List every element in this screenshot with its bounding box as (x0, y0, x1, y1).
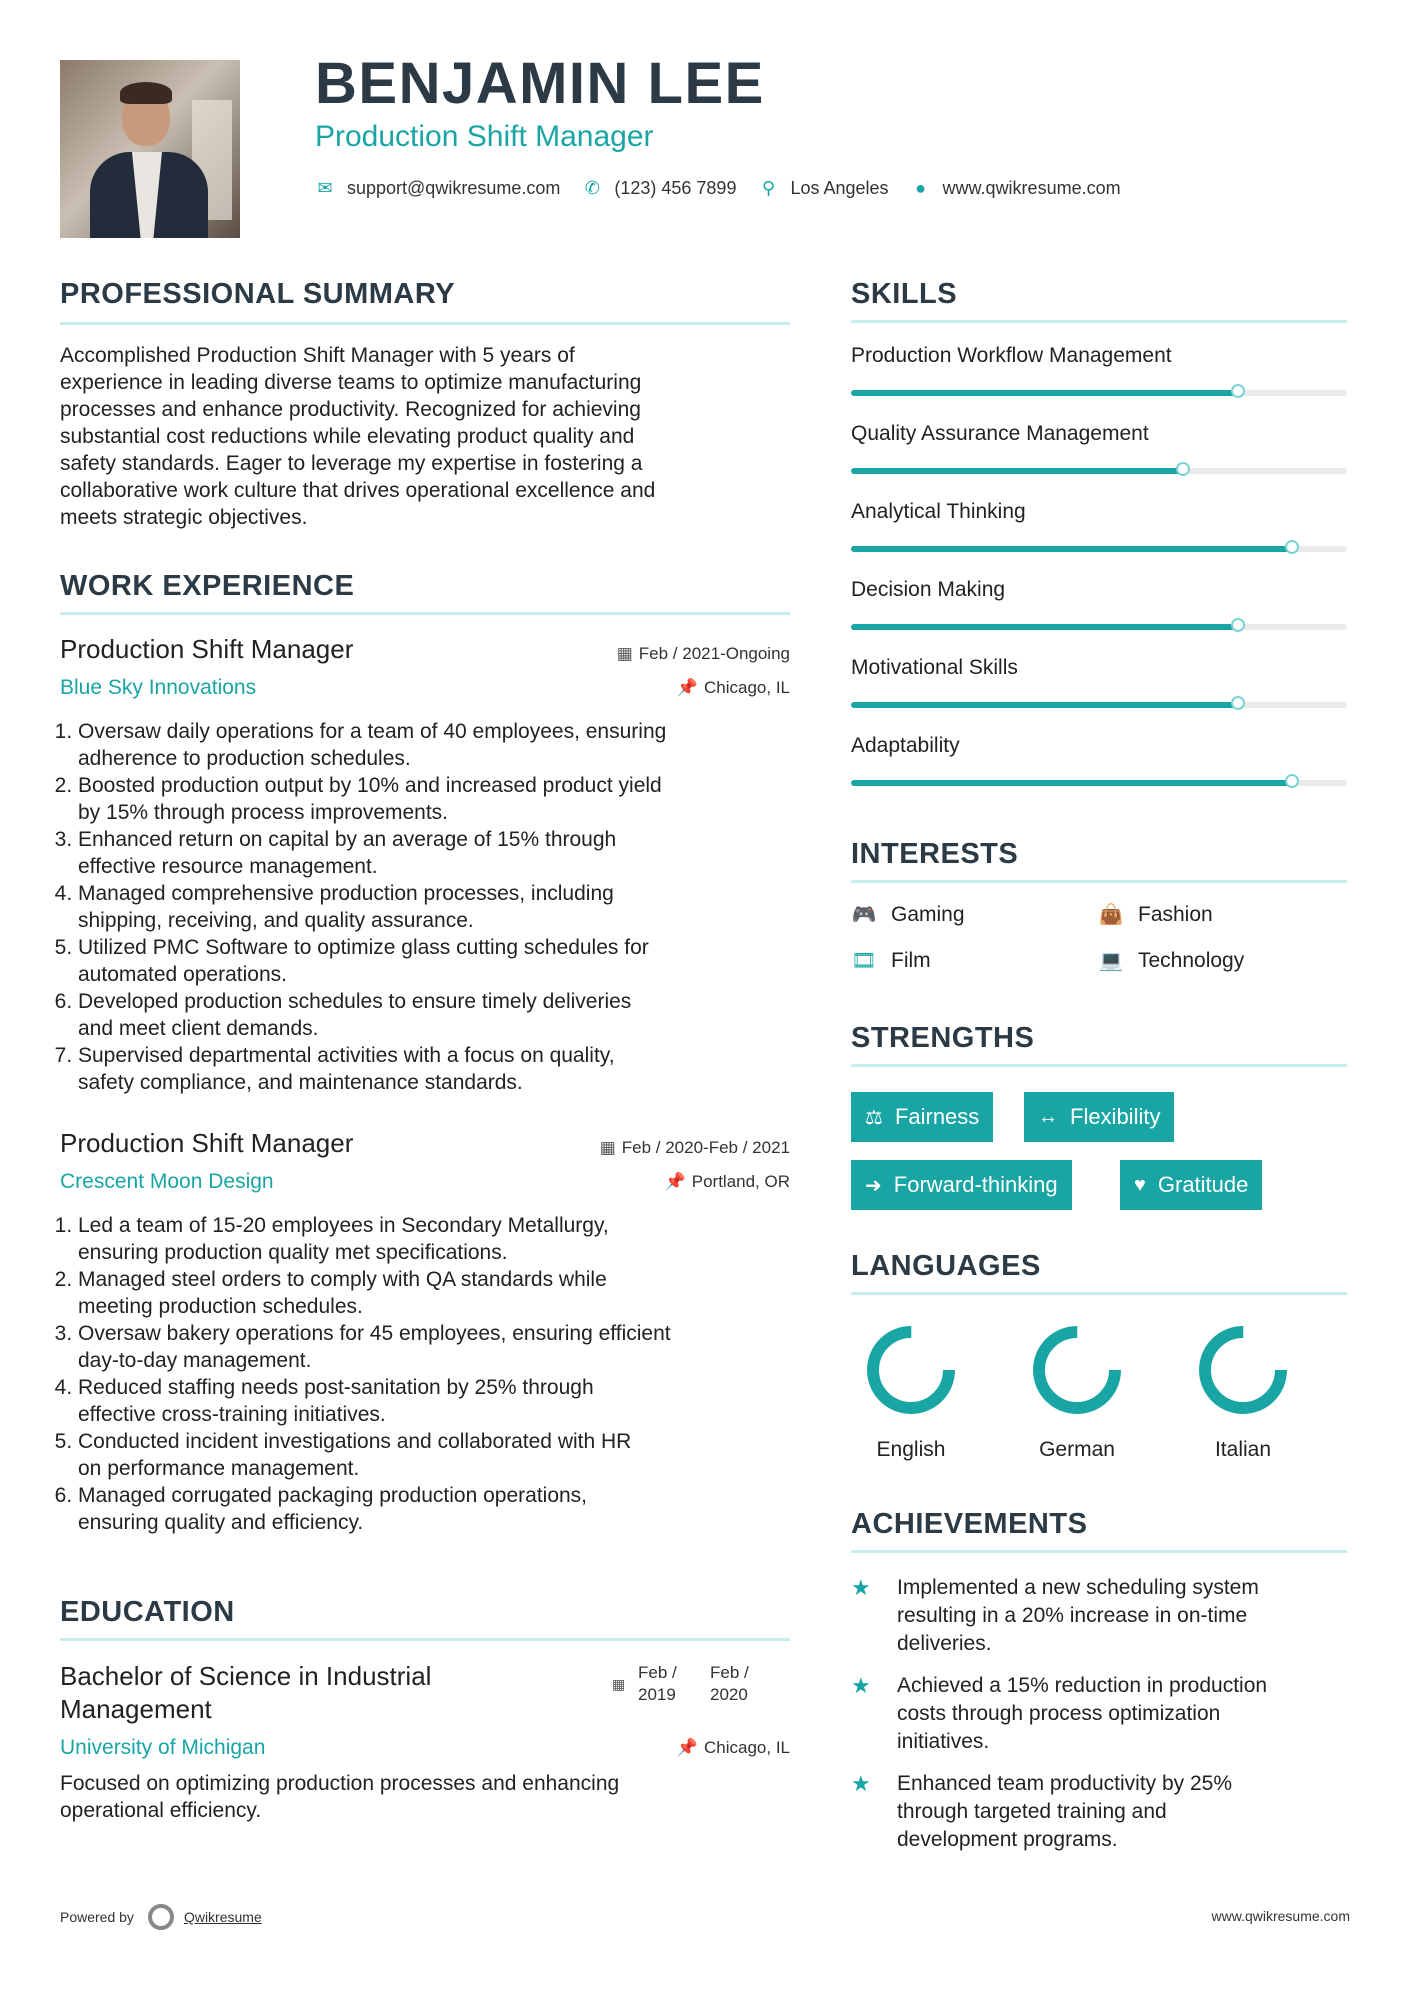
duty-line: on performance management. (78, 1457, 360, 1480)
skill-label: Quality Assurance Management (851, 422, 1149, 445)
language-german (1017, 1320, 1137, 1462)
achievement-line: Implemented a new scheduling system (897, 1576, 1259, 1599)
duty-line: 5. Conducted incident investigations and collaborated with HR (78, 1430, 632, 1453)
strength-label: Forward-thinking (893, 1172, 1058, 1197)
duty-item (78, 1266, 818, 1320)
education-end (710, 1662, 749, 1706)
achievement-line: development programs. (897, 1828, 1118, 1851)
summary-line: experience in leading diverse teams to optimize manufacturing (60, 371, 642, 394)
skill-bar-fill (851, 624, 1238, 630)
achievement-text (897, 1672, 1267, 1756)
footer-powered-by (60, 1904, 262, 1930)
calendar-icon: ▦ (612, 1676, 626, 1692)
powered-by-label: Powered by (60, 1909, 134, 1925)
duty-item (78, 1482, 818, 1536)
summary-text (60, 342, 800, 531)
education-heading: EDUCATION (60, 1596, 235, 1628)
duty-item (78, 772, 818, 826)
skill-bar-knob (1285, 540, 1299, 554)
duty-line: meeting production schedules. (78, 1295, 363, 1318)
duty-line: 3. Oversaw bakery operations for 45 employees, ensuring efficient (78, 1322, 671, 1345)
duty-line: shipping, receiving, and quality assurance. (78, 909, 474, 932)
job-title: Production Shift Manager (60, 1128, 354, 1158)
job-dates (617, 644, 790, 664)
degree-line: Management (60, 1694, 212, 1724)
duty-item (78, 826, 818, 880)
calendar-icon: ▦ (616, 644, 633, 663)
language-ring (1027, 1320, 1127, 1420)
strength-label: Fairness (894, 1104, 980, 1129)
education-end-year: 2020 (710, 1685, 748, 1704)
duty-item (78, 1212, 818, 1266)
skill-label: Adaptability (851, 734, 960, 757)
skill-bar (851, 546, 1347, 552)
skill-bar (851, 624, 1347, 630)
contact-email[interactable]: support@qwikresume.com (347, 178, 561, 198)
language-label: Italian (1214, 1438, 1272, 1461)
contact-location: Los Angeles (790, 178, 889, 198)
education-desc-line: operational efficiency. (60, 1799, 262, 1822)
summary-rule (60, 322, 790, 325)
strength-tag-forward-thinking (851, 1160, 1072, 1210)
duty-line: day-to-day management. (78, 1349, 312, 1372)
contact-bar (315, 178, 1143, 199)
skill-bar-fill (851, 390, 1238, 396)
achievements-heading: ACHIEVEMENTS (851, 1508, 1088, 1540)
summary-line: collaborative work culture that drives operational excellence and (60, 479, 656, 502)
film-icon: 🎞 (851, 950, 877, 972)
skill-bar (851, 468, 1347, 474)
education-end-month: Feb / (710, 1663, 749, 1682)
achievement-text (897, 1574, 1259, 1658)
duty-line: effective resource management. (78, 855, 378, 878)
interests-rule (851, 880, 1347, 883)
duty-line: ensuring production quality met specifications. (78, 1241, 508, 1264)
duty-item (78, 880, 818, 934)
interest-item-fashion (1098, 902, 1213, 927)
interest-label: Fashion (1138, 902, 1213, 926)
achievement-line: costs through process optimization (897, 1702, 1221, 1725)
footer-website[interactable]: www.qwikresume.com (1211, 1908, 1350, 1924)
skill-bar-knob (1231, 618, 1245, 632)
degree-line: Bachelor of Science in Industrial (60, 1661, 432, 1691)
pin-icon: 📌 (664, 1172, 686, 1191)
language-ring (861, 1320, 961, 1420)
interest-label: Technology (1138, 948, 1245, 972)
duty-line: automated operations. (78, 963, 287, 986)
job-location-text: Portland, OR (691, 1172, 790, 1191)
balance-scale-icon: ⚖ (865, 1106, 883, 1129)
strength-tag-gratitude (1120, 1160, 1262, 1210)
duty-line: 7. Supervised departmental activities with a focus on quality, (78, 1044, 615, 1067)
interest-item-film (851, 948, 931, 973)
photo-hair (120, 82, 172, 104)
gamepad-icon: 🎮 (851, 904, 877, 926)
skill-bar-fill (851, 702, 1238, 708)
job-company: Blue Sky Innovations (60, 676, 257, 699)
language-english (851, 1320, 971, 1462)
map-pin-icon: ⚲ (761, 178, 776, 198)
pin-icon: 📌 (676, 1738, 698, 1757)
job-title: Production Shift Manager (60, 634, 354, 664)
achievement-text (897, 1770, 1232, 1854)
school-name: University of Michigan (60, 1736, 266, 1759)
duty-item (78, 1428, 818, 1482)
duty-line: by 15% through process improvements. (78, 801, 449, 824)
interest-label: Gaming (891, 902, 965, 926)
duty-line: 1. Oversaw daily operations for a team of 40 employees, ensuring (78, 720, 667, 743)
contact-website[interactable]: www.qwikresume.com (942, 178, 1121, 198)
summary-line: safety standards. Eager to leverage my expertise in fostering a (60, 452, 643, 475)
candidate-name: BENJAMIN LEE (315, 51, 765, 116)
skill-bar-fill (851, 780, 1292, 786)
achievement-line: initiatives. (897, 1730, 990, 1753)
education-description (60, 1770, 800, 1824)
achievement-line: deliveries. (897, 1632, 992, 1655)
duty-line: ensuring quality and efficiency. (78, 1511, 364, 1534)
summary-line: Accomplished Production Shift Manager with 5 years of (60, 344, 575, 367)
summary-line: substantial cost reductions while elevating product quality and (60, 425, 635, 448)
job-duties (60, 1212, 818, 1536)
duty-line: 2. Managed steel orders to comply with QA standards while (78, 1268, 607, 1291)
shopping-bag-icon: 👜 (1098, 904, 1124, 926)
skill-bar-knob (1285, 774, 1299, 788)
job-dates (600, 1138, 790, 1158)
experience-heading: WORK EXPERIENCE (60, 570, 355, 602)
duty-line: and meet client demands. (78, 1017, 319, 1040)
skill-label: Analytical Thinking (851, 500, 1026, 523)
skill-bar (851, 702, 1347, 708)
arrows-horizontal-icon: ↔ (1038, 1105, 1058, 1128)
skill-bar-fill (851, 546, 1292, 552)
duty-item (78, 934, 818, 988)
calendar-icon: ▦ (599, 1138, 616, 1157)
education-rule (60, 1638, 790, 1641)
duty-line: adherence to production schedules. (78, 747, 411, 770)
job-dates-text: Feb / 2021-Ongoing (638, 644, 790, 663)
experience-rule (60, 612, 790, 615)
skill-bar-knob (1231, 384, 1245, 398)
duty-line: 5. Utilized PMC Software to optimize glass cutting schedules for (78, 936, 649, 959)
duty-line: 6. Developed production schedules to ensure timely deliveries (78, 990, 632, 1013)
education-location (677, 1738, 790, 1758)
pin-icon: 📌 (676, 678, 698, 697)
languages-rule (851, 1292, 1347, 1295)
achievement-line: Achieved a 15% reduction in production (897, 1674, 1268, 1697)
language-label: English (876, 1438, 946, 1461)
interests-heading: INTERESTS (851, 838, 1019, 870)
duty-line: 2. Boosted production output by 10% and increased product yield (78, 774, 662, 797)
contact-phone[interactable]: (123) 456 7899 (614, 178, 737, 198)
skill-bar-fill (851, 468, 1183, 474)
job-company: Crescent Moon Design (60, 1170, 274, 1193)
job-duties (60, 718, 818, 1096)
job-location-text: Chicago, IL (704, 678, 790, 697)
strength-tag-flexibility (1024, 1092, 1174, 1142)
achievement-item (851, 1672, 1267, 1756)
achievement-item (851, 1574, 1259, 1658)
job-location (665, 1172, 790, 1192)
brand-link[interactable]: Qwikresume (183, 1909, 262, 1925)
language-italian (1183, 1320, 1303, 1462)
skill-bar-knob (1231, 696, 1245, 710)
languages-heading: LANGUAGES (851, 1250, 1041, 1282)
skills-rule (851, 320, 1347, 323)
interest-item-technology (1098, 948, 1244, 973)
summary-line: meets strategic objectives. (60, 506, 308, 529)
qwikresume-logo-icon (148, 1904, 174, 1930)
skills-heading: SKILLS (851, 278, 958, 310)
interest-item-gaming (851, 902, 965, 927)
education-start-month: Feb / (638, 1663, 677, 1682)
duty-item (78, 1374, 818, 1428)
star-icon: ★ (851, 1673, 871, 1698)
globe-icon: ● (915, 178, 926, 198)
duty-item (78, 1320, 818, 1374)
duty-line: safety compliance, and maintenance standards. (78, 1071, 523, 1094)
heart-icon: ♥ (1134, 1173, 1146, 1196)
education-start (638, 1662, 677, 1706)
duty-line: 1. Led a team of 15-20 employees in Secondary Metallurgy, (78, 1214, 609, 1237)
laptop-icon: 💻 (1098, 950, 1124, 972)
strength-label: Flexibility (1070, 1104, 1161, 1129)
skill-bar (851, 390, 1347, 396)
skill-label: Production Workflow Management (851, 344, 1172, 367)
phone-icon: ✆ (584, 178, 600, 198)
duty-line: 4. Reduced staffing needs post-sanitation by 25% through (78, 1376, 594, 1399)
summary-line: processes and enhance productivity. Recognized for achieving (60, 398, 641, 421)
education-desc-line: Focused on optimizing production processes and enhancing (60, 1772, 620, 1795)
envelope-icon: ✉ (317, 178, 333, 198)
star-icon: ★ (851, 1771, 871, 1796)
strength-label: Gratitude (1157, 1172, 1249, 1197)
degree-title (60, 1660, 431, 1726)
achievement-line: Enhanced team productivity by 25% (897, 1772, 1233, 1795)
skill-label: Motivational Skills (851, 656, 1018, 679)
summary-heading: PROFESSIONAL SUMMARY (60, 278, 456, 310)
skill-label: Decision Making (851, 578, 1006, 601)
duty-line: 3. Enhanced return on capital by an average of 15% through (78, 828, 617, 851)
education-location-text: Chicago, IL (704, 1738, 790, 1757)
duty-line: 4. Managed comprehensive production processes, including (78, 882, 614, 905)
achievement-line: resulting in a 20% increase in on-time (897, 1604, 1248, 1627)
duty-item (78, 718, 818, 772)
candidate-role: Production Shift Manager (315, 120, 654, 153)
language-label: German (1039, 1438, 1115, 1461)
strengths-rule (851, 1064, 1347, 1067)
strength-tag-fairness (851, 1092, 993, 1142)
duty-item (78, 988, 818, 1042)
language-ring (1193, 1320, 1293, 1420)
education-start-year: 2019 (638, 1685, 676, 1704)
strengths-heading: STRENGTHS (851, 1022, 1035, 1054)
achievement-line: through targeted training and (897, 1800, 1167, 1823)
duty-line: 6. Managed corrugated packaging production operations, (78, 1484, 588, 1507)
interest-label: Film (891, 948, 931, 972)
achievement-item (851, 1770, 1232, 1854)
job-dates-text: Feb / 2020-Feb / 2021 (621, 1138, 790, 1157)
duty-item (78, 1042, 818, 1096)
achievements-rule (851, 1550, 1347, 1553)
job-location (677, 678, 790, 698)
arrow-right-icon: ➜ (865, 1174, 882, 1197)
profile-photo (60, 60, 240, 238)
skill-bar-knob (1176, 462, 1190, 476)
duty-line: effective cross-training initiatives. (78, 1403, 386, 1426)
star-icon: ★ (851, 1575, 871, 1600)
skill-bar (851, 780, 1347, 786)
